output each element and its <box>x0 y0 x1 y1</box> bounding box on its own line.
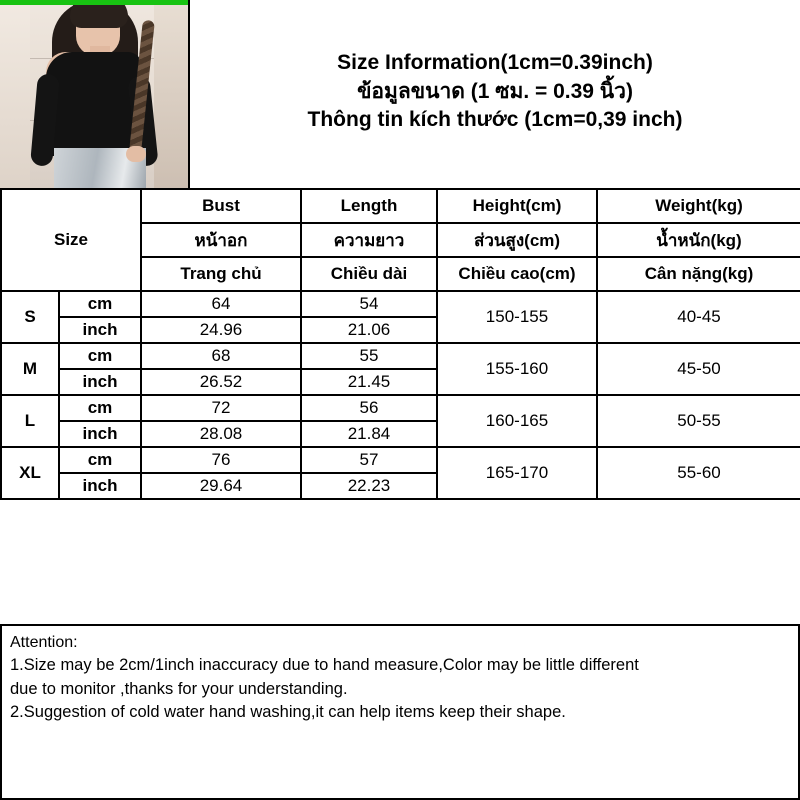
attention-note-2: 2.Suggestion of cold water hand washing,it can help items keep their shape. <box>10 702 566 721</box>
row-size-label: S <box>1 291 59 343</box>
header-bust-vi: Trang chủ <box>141 257 301 291</box>
cell-weight: 55-60 <box>597 447 800 499</box>
header-length-vi: Chiều dài <box>301 257 437 291</box>
cell-height: 165-170 <box>437 447 597 499</box>
header-weight-en: Weight(kg) <box>597 189 800 223</box>
table-row <box>1 447 800 473</box>
cell-bust-cm: 76 <box>141 447 301 473</box>
cell-length-inch: 21.45 <box>301 369 437 395</box>
attention-note-1-line-2: due to monitor ,thanks for your understanding. <box>10 679 348 698</box>
row-unit-inch: inch <box>59 317 141 343</box>
header-height-th: ส่วนสูง(cm) <box>437 223 597 257</box>
cell-height: 150-155 <box>437 291 597 343</box>
attention-note-1-line-1: 1.Size may be 2cm/1inch inaccuracy due to hand measure,Color may be little different <box>10 656 639 675</box>
cell-bust-cm: 72 <box>141 395 301 421</box>
row-size-label: M <box>1 343 59 395</box>
cell-weight: 50-55 <box>597 395 800 447</box>
header-length-th: ความยาว <box>301 223 437 257</box>
title-block <box>188 0 800 188</box>
title-line-en: Size Information(1cm=0.39inch) <box>337 50 653 74</box>
title-line-vi: Thông tin kích thước (1cm=0,39 inch) <box>307 108 683 132</box>
title-line-th: ข้อมูลขนาด (1 ซม. = 0.39 นิ้ว) <box>357 79 633 103</box>
cell-length-cm: 56 <box>301 395 437 421</box>
green-status-bar <box>0 0 188 5</box>
header-height-vi: Chiều cao(cm) <box>437 257 597 291</box>
table-row <box>1 291 800 317</box>
attention-heading: Attention: <box>10 634 78 651</box>
row-unit-inch: inch <box>59 369 141 395</box>
photo-left-panel <box>0 0 30 188</box>
cell-length-cm: 55 <box>301 343 437 369</box>
cell-bust-inch: 29.64 <box>141 473 301 499</box>
black-top-garment <box>46 52 142 156</box>
cell-length-inch: 21.06 <box>301 317 437 343</box>
cell-length-inch: 21.84 <box>301 421 437 447</box>
header-band <box>0 0 800 188</box>
model-hand <box>126 146 146 162</box>
cell-length-cm: 57 <box>301 447 437 473</box>
table-row <box>1 343 800 369</box>
cell-bust-inch: 26.52 <box>141 369 301 395</box>
cell-bust-inch: 28.08 <box>141 421 301 447</box>
size-column-header: Size <box>1 189 141 291</box>
product-photo <box>0 0 188 188</box>
header-weight-th: น้ำหนัก(kg) <box>597 223 800 257</box>
cell-bust-cm: 68 <box>141 343 301 369</box>
row-unit-cm: cm <box>59 291 141 317</box>
attention-block <box>0 624 800 800</box>
cell-weight: 45-50 <box>597 343 800 395</box>
row-unit-cm: cm <box>59 395 141 421</box>
row-size-label: L <box>1 395 59 447</box>
cell-height: 160-165 <box>437 395 597 447</box>
table-row <box>1 395 800 421</box>
cell-length-cm: 54 <box>301 291 437 317</box>
row-size-label: XL <box>1 447 59 499</box>
header-height-en: Height(cm) <box>437 189 597 223</box>
header-length-en: Length <box>301 189 437 223</box>
size-table <box>0 188 800 500</box>
row-unit-inch: inch <box>59 473 141 499</box>
cell-bust-inch: 24.96 <box>141 317 301 343</box>
cell-height: 155-160 <box>437 343 597 395</box>
cell-weight: 40-45 <box>597 291 800 343</box>
cell-length-inch: 22.23 <box>301 473 437 499</box>
table-header-row-en <box>1 189 800 223</box>
row-unit-cm: cm <box>59 343 141 369</box>
cell-bust-cm: 64 <box>141 291 301 317</box>
header-weight-vi: Cân nặng(kg) <box>597 257 800 291</box>
header-bust-th: หน้าอก <box>141 223 301 257</box>
header-bust-en: Bust <box>141 189 301 223</box>
photo-right-panel <box>154 0 188 188</box>
row-unit-inch: inch <box>59 421 141 447</box>
row-unit-cm: cm <box>59 447 141 473</box>
